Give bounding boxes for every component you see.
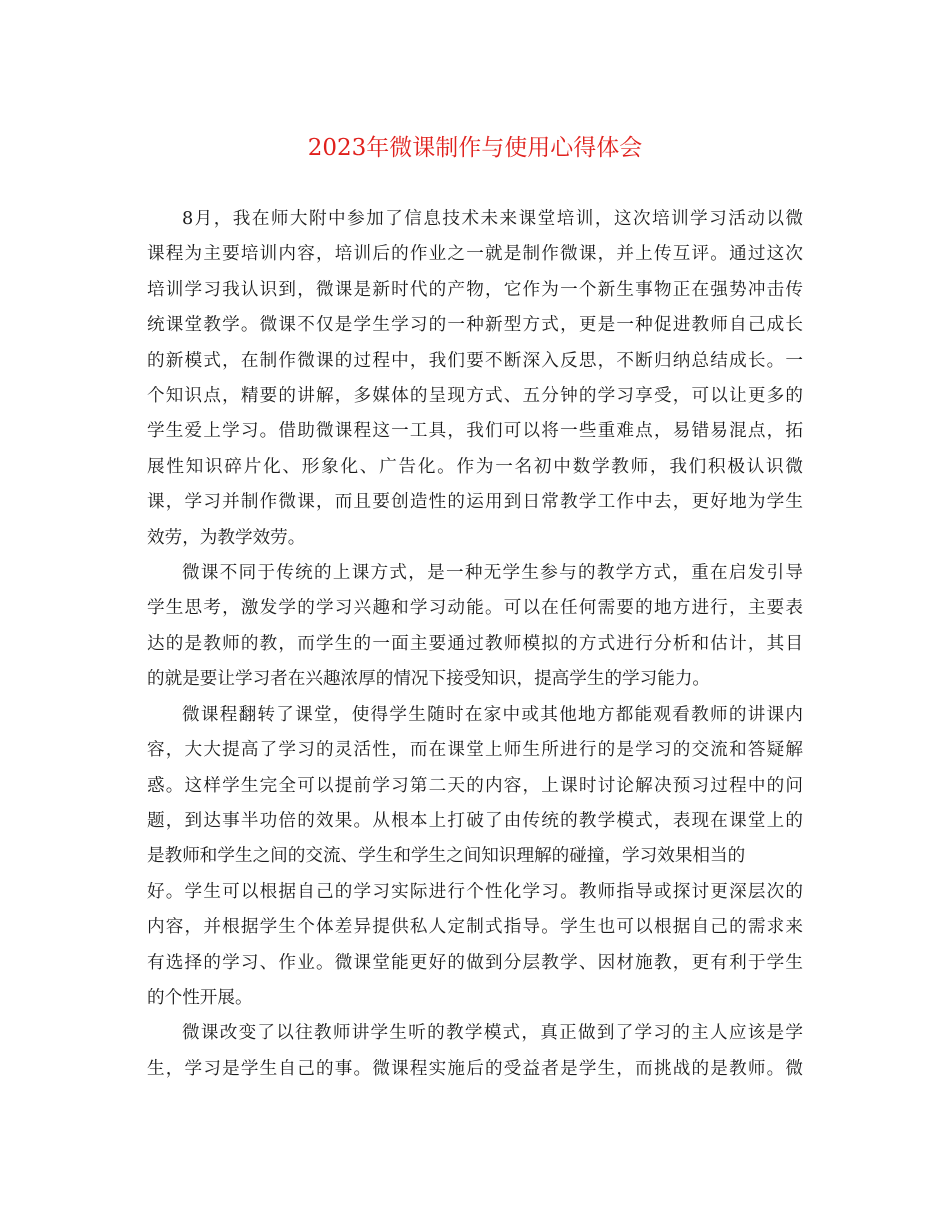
text-line: 容，大大提高了学习的灵活性，而在课堂上师生所进行的是学习的交流和答疑解 — [147, 740, 803, 761]
paragraph-2 — [147, 556, 803, 698]
text-line: 生，学习是学生自己的事。微课程实施后的受益者是学生，而挑战的是教师。微 — [147, 1058, 803, 1079]
paragraph-4 — [147, 1016, 803, 1087]
text-line: 有选择的学习、作业。微课堂能更好的做到分层教学、因材施教，更有利于学生 — [147, 952, 803, 973]
text-line: 统课堂教学。微课不仅是学生学习的一种新型方式，更是一种促进教师自己成长 — [147, 315, 803, 336]
text-line: 好。学生可以根据自己的学习实际进行个性化学习。教师指导或探讨更深层次的 — [147, 881, 803, 902]
paragraph-3 — [147, 698, 803, 1017]
text-line: 内容，并根据学生个体差异提供私人定制式指导。学生也可以根据自己的需求来 — [147, 917, 803, 938]
text-line: 题，到达事半功倍的效果。从根本上打破了由传统的教学模式，表现在课堂上的 — [147, 810, 803, 831]
text-line: 微课不同于传统的上课方式，是一种无学生参与的教学方式，重在启发引导 — [182, 563, 803, 584]
text-line: 是教师和学生之间的交流、学生和学生之间知识理解的碰撞，学习效果相当的 — [147, 846, 746, 867]
text-line: 微课程翻转了课堂，使得学生随时在家中或其他地方都能观看教师的讲课内 — [182, 704, 803, 725]
document-body — [147, 202, 803, 1087]
text-line: 的个性开展。 — [147, 987, 253, 1008]
document-title: 2023年微课制作与使用心得体会 — [307, 135, 643, 161]
text-line: 的就是要让学习者在兴趣浓厚的情况下接受知识，提高学生的学习能力。 — [147, 669, 711, 690]
text-line: 学生思考，激发学的学习兴趣和学习动能。可以在任何需要的地方进行，主要表 — [147, 598, 803, 619]
paragraph-1 — [147, 202, 803, 556]
text-line: 效劳，为教学效劳。 — [147, 527, 306, 548]
text-line: 惑。这样学生完全可以提前学习第二天的内容，上课时讨论解决预习过程中的问 — [147, 775, 803, 796]
text-line: 课，学习并制作微课，而且要创造性的运用到日常教学工作中去，更好地为学生 — [147, 492, 803, 513]
text-line: 培训学习我认识到，微课是新时代的产物，它作为一个新生事物正在强势冲击传 — [147, 279, 803, 300]
text-line: 展性知识碎片化、形象化、广告化。作为一名初中数学教师，我们积极认识微 — [147, 456, 803, 477]
text-line: 个知识点，精要的讲解，多媒体的呈现方式、五分钟的学习享受，可以让更多的 — [147, 386, 803, 407]
text-line: 学生爱上学习。借助微课程这一工具，我们可以将一些重难点，易错易混点，拓 — [147, 421, 803, 442]
text-line: 达的是教师的教，而学生的一面主要通过教师模拟的方式进行分析和估计，其目 — [147, 633, 803, 654]
text-line: 的新模式，在制作微课的过程中，我们要不断深入反思，不断归纳总结成长。一 — [147, 350, 803, 371]
text-line: 8月，我在师大附中参加了信息技术未来课堂培训，这次培训学习活动以微 — [182, 209, 803, 229]
text-line: 微课改变了以往教师讲学生听的教学模式，真正做到了学习的主人应该是学 — [182, 1023, 803, 1044]
text-line: 课程为主要培训内容，培训后的作业之一就是制作微课，并上传互评。通过这次 — [147, 244, 803, 265]
